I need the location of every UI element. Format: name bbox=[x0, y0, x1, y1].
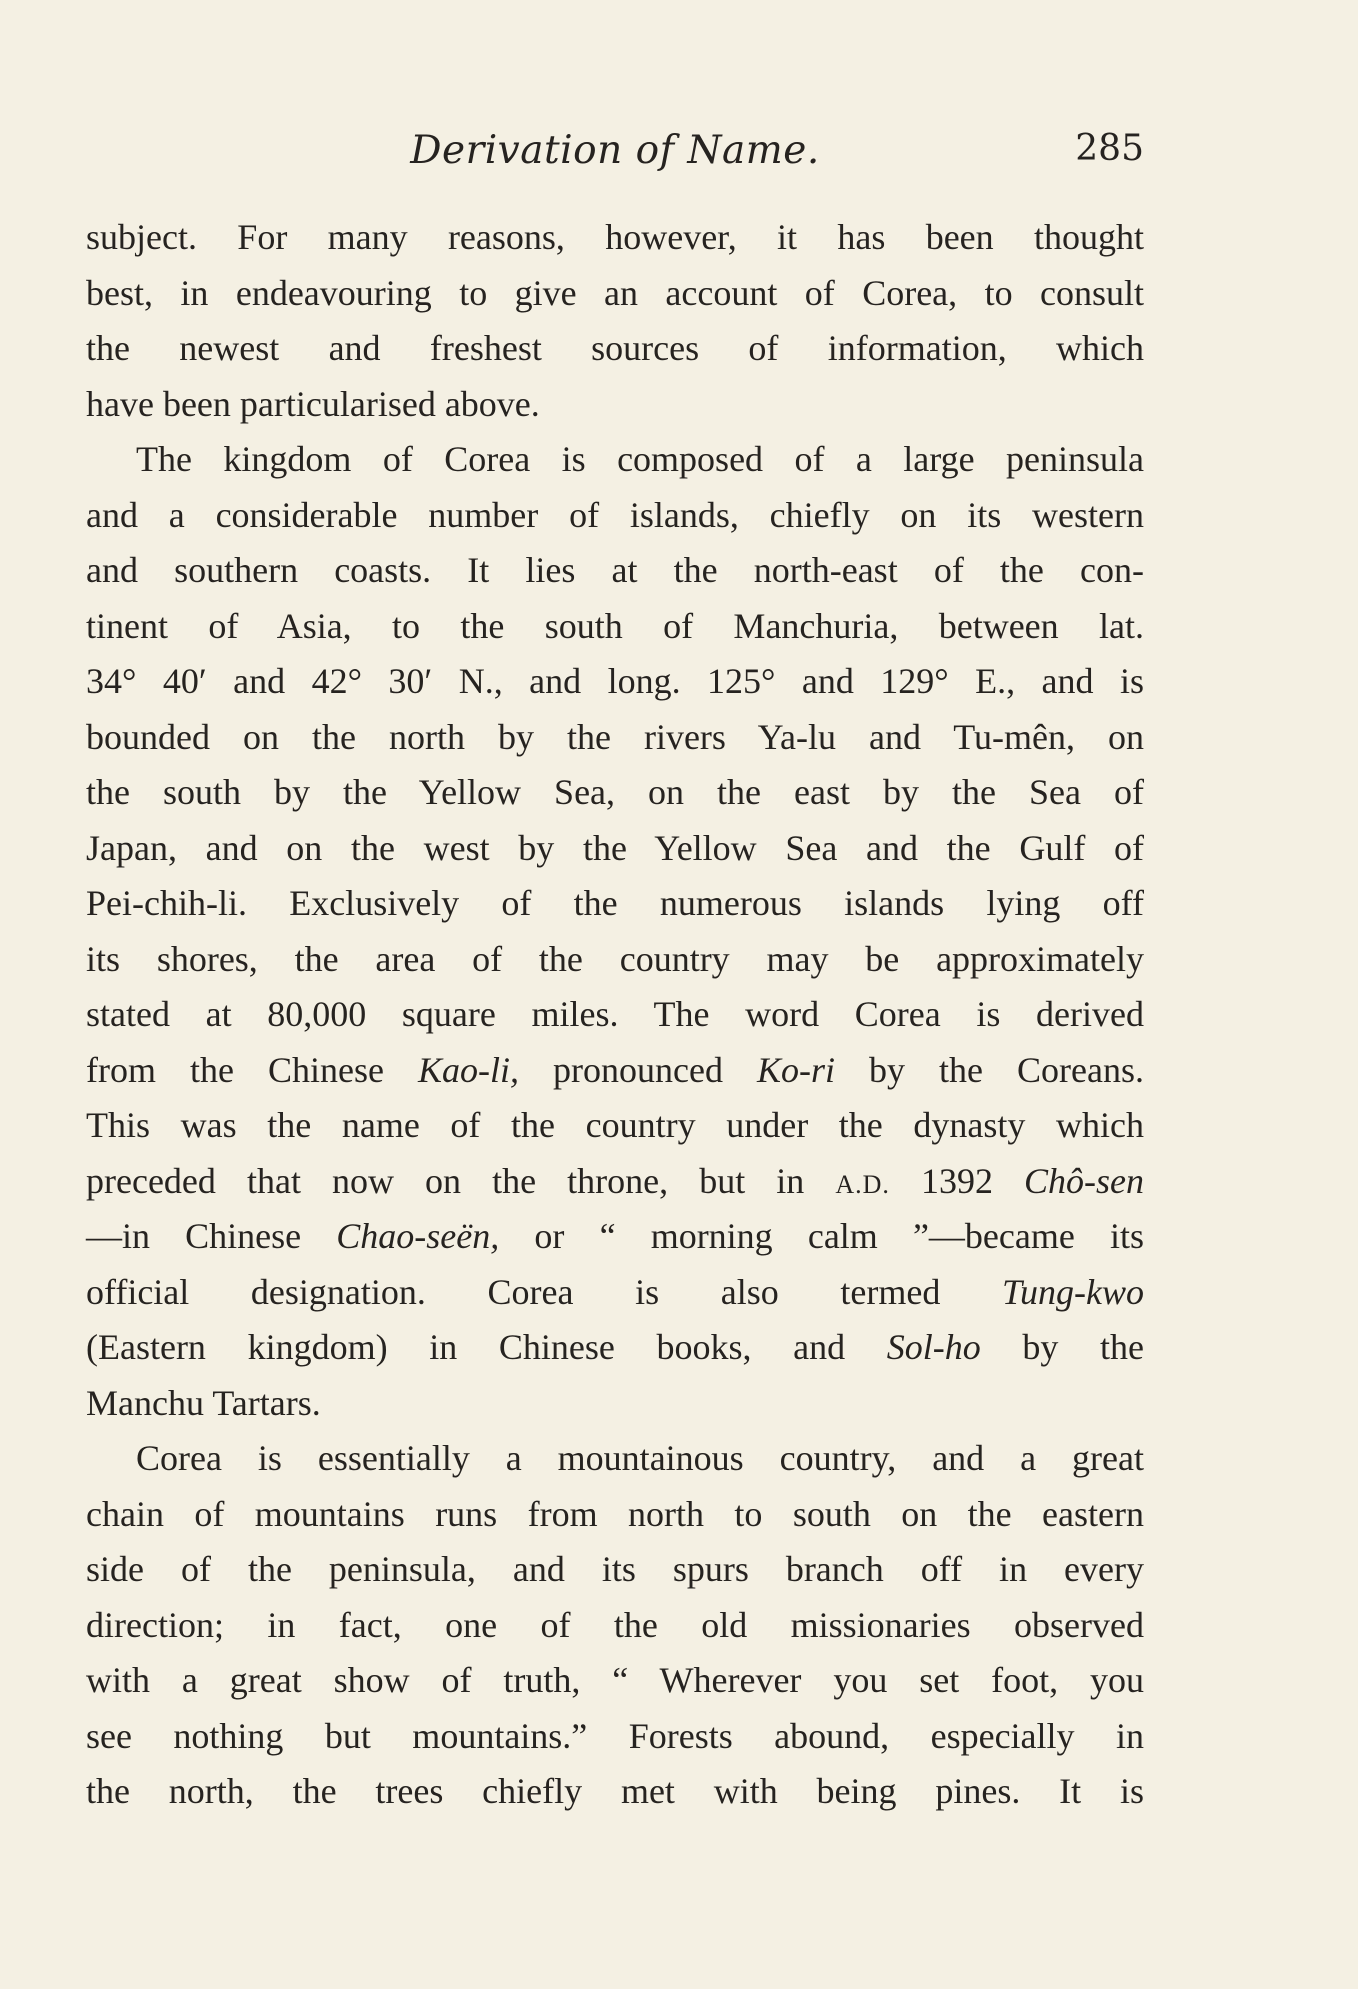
text-line: side of the peninsula, and its spurs branch off in every bbox=[86, 1549, 1144, 1589]
paragraph-start-line: The kingdom of Corea is composed of a large peninsula bbox=[136, 439, 1144, 479]
text-line: chain of mountains runs from north to south on the eastern bbox=[86, 1493, 1144, 1534]
text-line: bounded on the north by the rivers Ya-lu and Tu-mên, on bbox=[86, 716, 1144, 757]
text-line: tinent of Asia, to the south of Manchuria, between lat. bbox=[86, 605, 1144, 646]
text-line bbox=[86, 1209, 1144, 1265]
text-line: and a considerable number of islands, chiefly on its western bbox=[86, 494, 1144, 535]
text-line: Japan, and on the west by the Yellow Sea and the Gulf of bbox=[86, 827, 1144, 868]
text-line: the south by the Yellow Sea, on the east by the Sea of bbox=[86, 772, 1144, 812]
running-title: Derivation of Name. bbox=[410, 128, 820, 173]
text-fragment: from the Chinese bbox=[86, 1049, 384, 1090]
text-fragment: official designation. Corea is also termed bbox=[86, 1271, 941, 1312]
text-line: subject. For many reasons, however, it has been thought bbox=[86, 217, 1144, 257]
text-line: direction; in fact, one of the old missionaries observed bbox=[86, 1604, 1144, 1645]
italic-term-ko-ri: Ko-ri bbox=[756, 1049, 835, 1090]
italic-term-tung-kwo: Tung-kwo bbox=[1002, 1271, 1145, 1312]
text-fragment: or “ morning calm ”—became its bbox=[534, 1216, 1145, 1256]
text-line: best, in endeavouring to give an account of Corea, to consult bbox=[86, 272, 1144, 313]
italic-term-sol-ho: Sol-ho bbox=[886, 1327, 981, 1367]
text-line bbox=[86, 1265, 1144, 1321]
text-line bbox=[86, 1043, 1144, 1099]
text-line: with a great show of truth, “ Wherever you set foot, you bbox=[86, 1660, 1144, 1700]
text-line: 34° 40′ and 42° 30′ N., and long. 125° and 129° E., and is bbox=[86, 661, 1144, 701]
body-text bbox=[86, 210, 1144, 1820]
text-line: see nothing but mountains.” Forests abound, especially in bbox=[86, 1715, 1144, 1756]
text-line: its shores, the area of the country may be approximately bbox=[86, 938, 1144, 979]
italic-term-cho-sen: Chô-sen bbox=[1024, 1160, 1145, 1201]
italic-term-chao-seen: Chao-seën, bbox=[336, 1216, 500, 1256]
text-fragment: (Eastern kingdom) in Chinese books, and bbox=[86, 1327, 846, 1367]
italic-term-kao-li: Kao-li, bbox=[417, 1049, 519, 1090]
text-fragment: by the Coreans. bbox=[869, 1049, 1144, 1090]
text-line: Manchu Tartars. bbox=[86, 1382, 321, 1423]
text-line: the newest and freshest sources of information, which bbox=[86, 328, 1144, 368]
small-caps-era: A.D. bbox=[835, 1169, 890, 1199]
text-line: This was the name of the country under the dynasty which bbox=[86, 1105, 1144, 1145]
page-number: 285 bbox=[1075, 128, 1144, 169]
text-line bbox=[86, 1154, 1144, 1210]
text-fragment: pronounced bbox=[553, 1049, 723, 1090]
text-line bbox=[86, 1320, 1144, 1376]
text-line: stated at 80,000 square miles. The word Corea is derived bbox=[86, 994, 1144, 1034]
text-line: and southern coasts. It lies at the north-east of the con- bbox=[86, 550, 1144, 590]
text-fragment: by the bbox=[1022, 1327, 1144, 1367]
text-line: have been particularised above. bbox=[86, 383, 540, 424]
text-fragment: preceded that now on the throne, but in bbox=[86, 1160, 805, 1201]
text-fragment: 1392 bbox=[920, 1160, 993, 1201]
paragraph-start-line: Corea is essentially a mountainous country, and a great bbox=[136, 1438, 1144, 1478]
running-head bbox=[86, 128, 1144, 184]
text-line: the north, the trees chiefly met with being pines. It is bbox=[86, 1771, 1144, 1811]
text-line: Pei-chih-li. Exclusively of the numerous islands lying off bbox=[86, 883, 1144, 923]
text-fragment: —in Chinese bbox=[86, 1216, 302, 1256]
